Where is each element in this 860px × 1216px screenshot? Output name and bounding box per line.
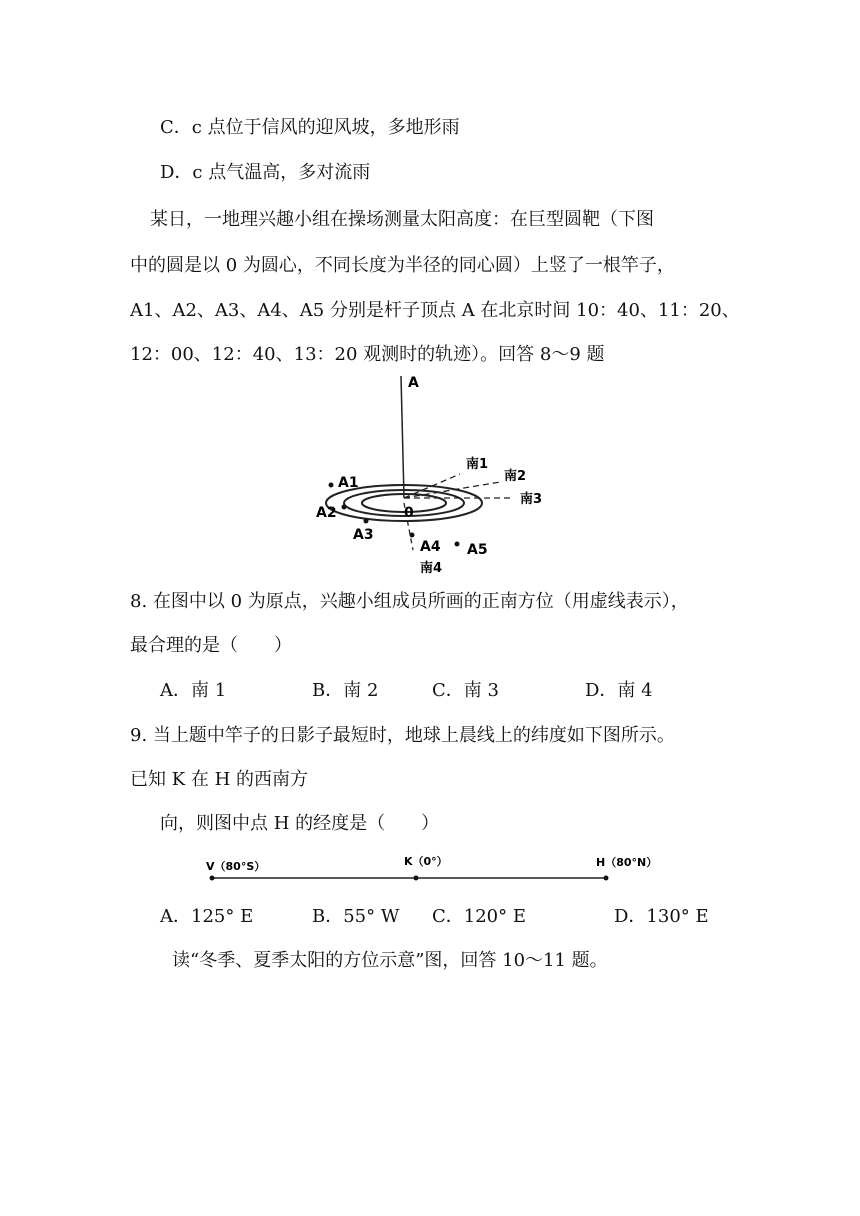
- label-a1: A1: [338, 475, 359, 491]
- point-a2: [342, 505, 347, 510]
- question-7-option-c: C．c 点位于信风的迎风坡，多地形雨: [160, 117, 460, 138]
- point-h: [604, 876, 609, 881]
- point-a4: [410, 533, 415, 538]
- label-a3: A3: [353, 527, 374, 543]
- label-k: K（0°）: [404, 855, 448, 868]
- point-a5: [455, 542, 460, 547]
- question-9-option-c: C．120° E: [432, 906, 526, 927]
- latitude-line-figure: [200, 850, 680, 890]
- point-a3: [364, 519, 369, 524]
- point-k: [414, 876, 419, 881]
- question-7-option-d: D．c 点气温高，多对流雨: [160, 162, 371, 183]
- label-south-4: 南4: [420, 561, 443, 576]
- question-8-option-d: D．南 4: [585, 680, 653, 701]
- label-a2: A2: [316, 505, 337, 521]
- question-9-stem-2: 已知 K 在 H 的西南方: [130, 769, 309, 790]
- label-h: H（80°N）: [596, 856, 658, 869]
- question-9-stem-1: 9. 当上题中竿子的日影子最短时，地球上晨线上的纬度如下图所示。: [130, 725, 675, 746]
- question-9-stem-3: 向，则图中点 H 的经度是（ ）: [160, 813, 440, 834]
- question-9-option-a: A．125° E: [160, 906, 254, 927]
- intro-line-4: 12：00、12：40、13：20 观测时的轨迹）。回答 8～9 题: [130, 344, 605, 365]
- question-9-option-b: B．55° W: [312, 906, 400, 927]
- point-a1: [329, 483, 334, 488]
- next-questions-intro: 读“冬季、夏季太阳的方位示意”图，回答 10～11 题。: [172, 950, 608, 971]
- question-8-stem-1: 8. 在图中以 0 为原点，兴趣小组成员所画的正南方位（用虚线表示），: [130, 591, 689, 612]
- label-a5: A5: [467, 542, 488, 558]
- intro-line-1: 某日，一地理兴趣小组在操场测量太阳高度：在巨型圆靶（下图: [150, 209, 654, 230]
- label-south-2: 南2: [504, 469, 527, 484]
- question-9-option-d: D．130° E: [614, 906, 709, 927]
- point-v: [210, 876, 215, 881]
- question-8-option-b: B．南 2: [312, 680, 379, 701]
- pole: [401, 376, 404, 498]
- label-a: A: [408, 375, 419, 391]
- label-origin: 0: [404, 505, 414, 521]
- intro-line-3: A1、A2、A3、A4、A5 分别是杆子顶点 A 在北京时间 10：40、11：20、: [130, 300, 740, 321]
- intro-line-2: 中的圆是以 0 为圆心，不同长度为半径的同心圆）上竖了一根竿子，: [130, 255, 675, 276]
- label-south-3: 南3: [520, 492, 543, 507]
- label-a4: A4: [420, 539, 441, 555]
- label-v: V（80°S）: [206, 860, 266, 873]
- question-8-option-a: A．南 1: [160, 680, 227, 701]
- label-south-1: 南1: [466, 457, 489, 472]
- question-8-stem-2: 最合理的是（ ）: [130, 635, 292, 656]
- sundial-figure: [300, 370, 560, 580]
- question-8-option-c: C．南 3: [432, 680, 499, 701]
